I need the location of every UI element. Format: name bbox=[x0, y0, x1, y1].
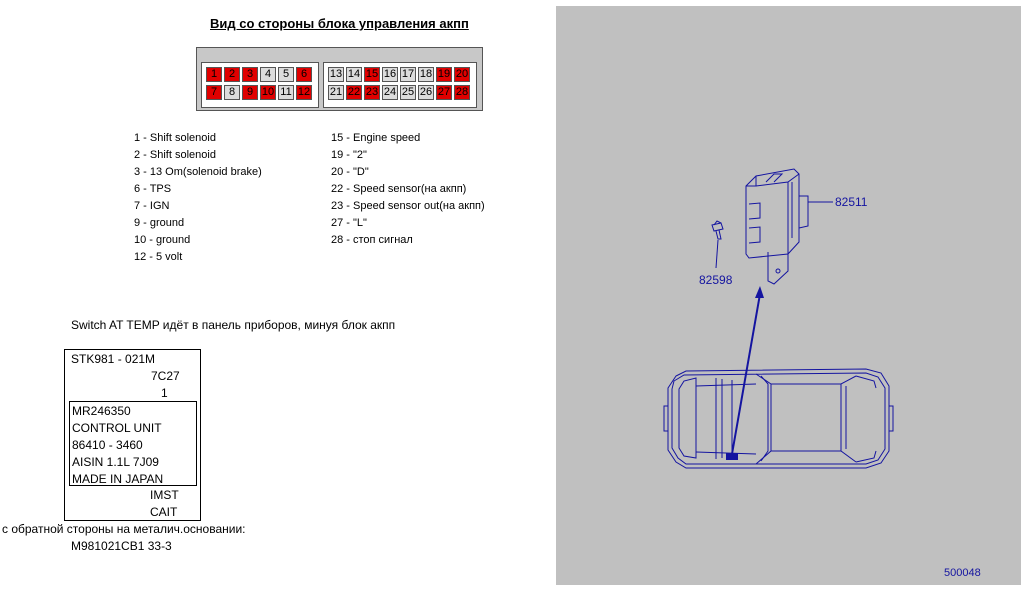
unit-label bbox=[64, 349, 201, 521]
connector-pin: 10 bbox=[261, 86, 275, 98]
connector-pin: 5 bbox=[278, 67, 294, 82]
pin-description: 3 - 13 Om(solenoid brake) bbox=[134, 166, 262, 178]
label-line-1: STK981 - 021M bbox=[71, 352, 156, 366]
connector-pin: 20 bbox=[455, 68, 469, 80]
connector-pin: 24 bbox=[383, 86, 397, 98]
pin-description: 6 - TPS bbox=[134, 183, 172, 195]
connector-pin: 25 bbox=[401, 86, 415, 98]
connector-pin: 26 bbox=[419, 86, 433, 98]
connector-pin: 17 bbox=[401, 68, 415, 80]
connector-pin: 6 bbox=[296, 67, 312, 82]
connector-pin: 9 bbox=[242, 85, 258, 100]
pin-description: 15 - Engine speed bbox=[331, 132, 421, 144]
page-title: Вид со стороны блока управления акпп bbox=[210, 16, 469, 31]
pin-description: 2 - Shift solenoid bbox=[134, 149, 216, 161]
connector-pin: 3 bbox=[242, 67, 258, 82]
pin-description: 10 - ground bbox=[134, 234, 191, 246]
pin-description: 19 - "2" bbox=[331, 149, 367, 161]
label-line-3: 1 bbox=[161, 386, 168, 400]
connector-pin: 22 bbox=[347, 86, 361, 98]
bolt-drawing bbox=[712, 221, 723, 239]
location-marker bbox=[726, 453, 738, 460]
pin-list-right bbox=[331, 130, 485, 249]
label-inner-line: 86410 - 3460 bbox=[72, 438, 143, 452]
connector-pin: 18 bbox=[419, 68, 433, 80]
diagram-ref-number: 500048 bbox=[944, 567, 981, 579]
connector-pin: 4 bbox=[260, 67, 276, 82]
pin-description: 20 - "D" bbox=[331, 166, 369, 178]
pin-list-left bbox=[134, 130, 262, 266]
back-side-note: с обратной стороны на металич.основании: bbox=[2, 522, 246, 536]
label-inner-line: CONTROL UNIT bbox=[72, 421, 162, 435]
temp-switch-note: Switch AT TEMP идёт в панель приборов, минуя блок акпп bbox=[71, 318, 396, 332]
connector-pin: 23 bbox=[365, 86, 379, 98]
connector-pin: 14 bbox=[347, 68, 361, 80]
connector-diagram bbox=[196, 47, 483, 111]
back-side-code: M981021CB1 33-3 bbox=[71, 539, 172, 553]
pin-description: 9 - ground bbox=[134, 217, 185, 229]
connector-pin: 1 bbox=[206, 67, 222, 82]
connector-pin: 16 bbox=[383, 68, 397, 80]
location-diagram-panel bbox=[556, 6, 1021, 585]
connector-pin: 11 bbox=[278, 85, 294, 100]
label-inner-line: AISIN 1.1L 7J09 bbox=[72, 455, 159, 469]
connector-pin: 12 bbox=[297, 86, 311, 98]
connector-right-block bbox=[323, 62, 477, 108]
pin-description: 28 - стоп сигнал bbox=[331, 234, 413, 246]
connector-pin: 27 bbox=[437, 86, 451, 98]
label-line-2: 7C27 bbox=[151, 369, 180, 383]
location-diagram bbox=[556, 6, 1021, 585]
label-inner-line: MADE IN JAPAN bbox=[72, 472, 164, 486]
car-outline-drawing bbox=[664, 369, 893, 468]
arrow-head bbox=[755, 286, 764, 298]
control-unit-drawing bbox=[746, 169, 808, 284]
connector-pin: 13 bbox=[329, 68, 343, 80]
pin-description: 1 - Shift solenoid bbox=[134, 132, 216, 144]
part-number-bolt: 82598 bbox=[699, 273, 733, 287]
pin-description: 23 - Speed sensor out(на акпп) bbox=[331, 200, 485, 212]
connector-pin: 7 bbox=[206, 85, 222, 100]
label-line-5: CAIT bbox=[150, 505, 178, 519]
label-line-4: IMST bbox=[150, 488, 179, 502]
connector-pin: 28 bbox=[455, 86, 469, 98]
connector-left-block bbox=[201, 62, 319, 108]
connector-pin: 21 bbox=[329, 86, 343, 98]
connector-pin: 2 bbox=[224, 67, 240, 82]
pin-description: 27 - "L" bbox=[331, 217, 367, 229]
label-inner-box bbox=[69, 401, 197, 486]
pin-description: 12 - 5 volt bbox=[134, 251, 183, 263]
connector-pin: 8 bbox=[224, 85, 240, 100]
connector-pin: 19 bbox=[437, 68, 451, 80]
connector-pin: 15 bbox=[365, 68, 379, 80]
pin-description: 22 - Speed sensor(на акпп) bbox=[331, 183, 467, 195]
part-number-unit: 82511 bbox=[835, 195, 868, 209]
label-inner-line: MR246350 bbox=[72, 404, 131, 418]
pin-description: 7 - IGN bbox=[134, 200, 170, 212]
